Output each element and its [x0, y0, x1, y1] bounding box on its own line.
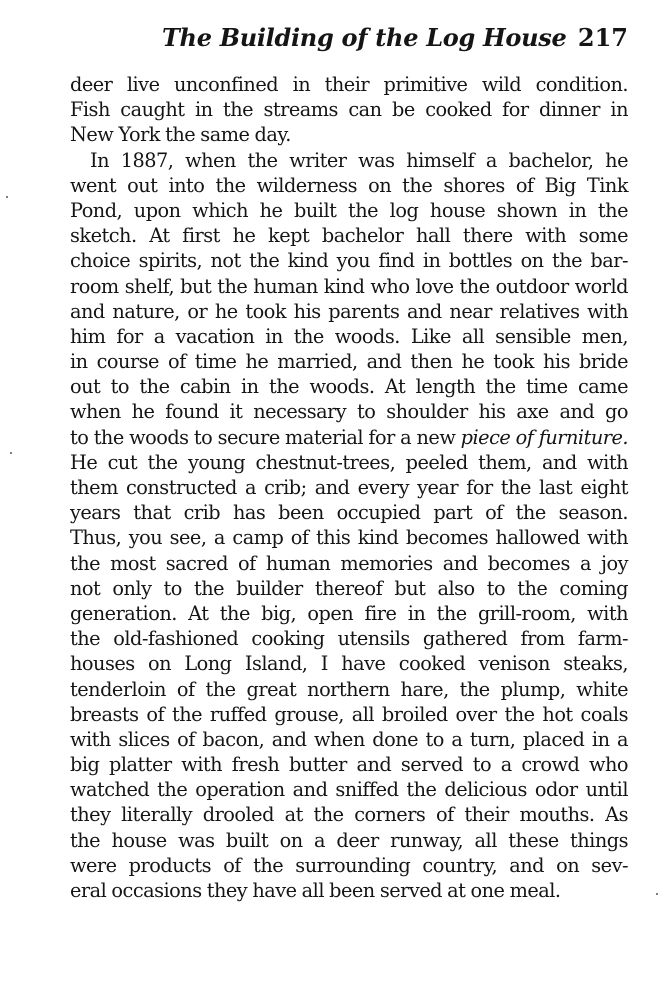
text-line: generation. At the big, open fire in the grill-room, with [70, 601, 628, 625]
text-line: the most sacred of human memories and becomes a joy [70, 551, 628, 575]
text-line: choice spirits, not the kind you find in bottles on the bar- [70, 249, 628, 273]
text-line: New York the same day. [70, 123, 291, 147]
body-text [70, 72, 628, 903]
text-line: eral occasions they have all been served at one meal. [70, 879, 561, 902]
text-line: tenderloin of the great northern hare, the plump, white [70, 677, 628, 701]
scan-speck [656, 893, 658, 895]
text-line: sketch. At first he kept bachelor hall there with some [70, 224, 628, 248]
text-line: and nature, or he took his parents and near relatives with [70, 299, 628, 323]
text-line: not only to the builder thereof but also to the coming [70, 576, 628, 600]
text-line: the house was built on a deer runway, all these things [70, 828, 628, 852]
text-line: years that crib has been occupied part of the season. [70, 501, 628, 525]
text-line: Pond, upon which he built the log house shown in the [70, 198, 628, 222]
text-line: room shelf, but the human kind who love the outdoor world [70, 274, 628, 298]
text-line: big platter with fresh butter and served to a crowd who [70, 753, 628, 777]
running-head [162, 20, 628, 56]
text-line: watched the operation and sniffed the delicious odor until [70, 778, 628, 802]
text-line: were products of the surrounding country, and on sev- [70, 853, 628, 877]
text-line: the old-fashioned cooking utensils gathered from farm- [70, 627, 628, 651]
text-line: houses on Long Island, I have cooked venison steaks, [70, 652, 628, 676]
text-line: He cut the young chestnut-trees, peeled them, and with [70, 450, 628, 474]
text-line: they literally drooled at the corners of their mouths. As [70, 803, 628, 827]
text-line: them constructed a crib; and every year for the last eight [70, 476, 628, 499]
chapter-title: The Building of the Log House [162, 23, 567, 52]
italic-phrase: piece of furniture. [460, 425, 628, 449]
text-line: went out into the wilderness on the shores of Big Tink [70, 173, 628, 197]
text-line: Thus, you see, a camp of this kind becomes hallowed with [70, 526, 628, 550]
text-line: him for a vacation in the woods. Like all sensible men, [70, 324, 628, 348]
text-fragment: to the woods to secure material for a new [70, 425, 456, 449]
text-line-with-emphasis [70, 425, 628, 450]
text-line: with slices of bacon, and when done to a turn, placed in a [70, 727, 628, 751]
page-number: 217 [577, 23, 628, 52]
scan-speck [6, 196, 8, 198]
text-line: when he found it necessary to shoulder his axe and go [70, 400, 628, 424]
scan-speck [10, 452, 12, 454]
text-line: out to the cabin in the woods. At length the time came [70, 375, 628, 399]
text-line: in course of time he married, and then he took his bride [70, 350, 628, 374]
text-line: breasts of the ruffed grouse, all broiled over the hot coals [70, 702, 628, 726]
text-line: deer live unconfined in their primitive wild condition. [70, 73, 628, 96]
text-line: In 1887, when the writer was himself a bachelor, he [90, 148, 628, 172]
text-line: Fish caught in the streams can be cooked for dinner in [70, 98, 628, 122]
